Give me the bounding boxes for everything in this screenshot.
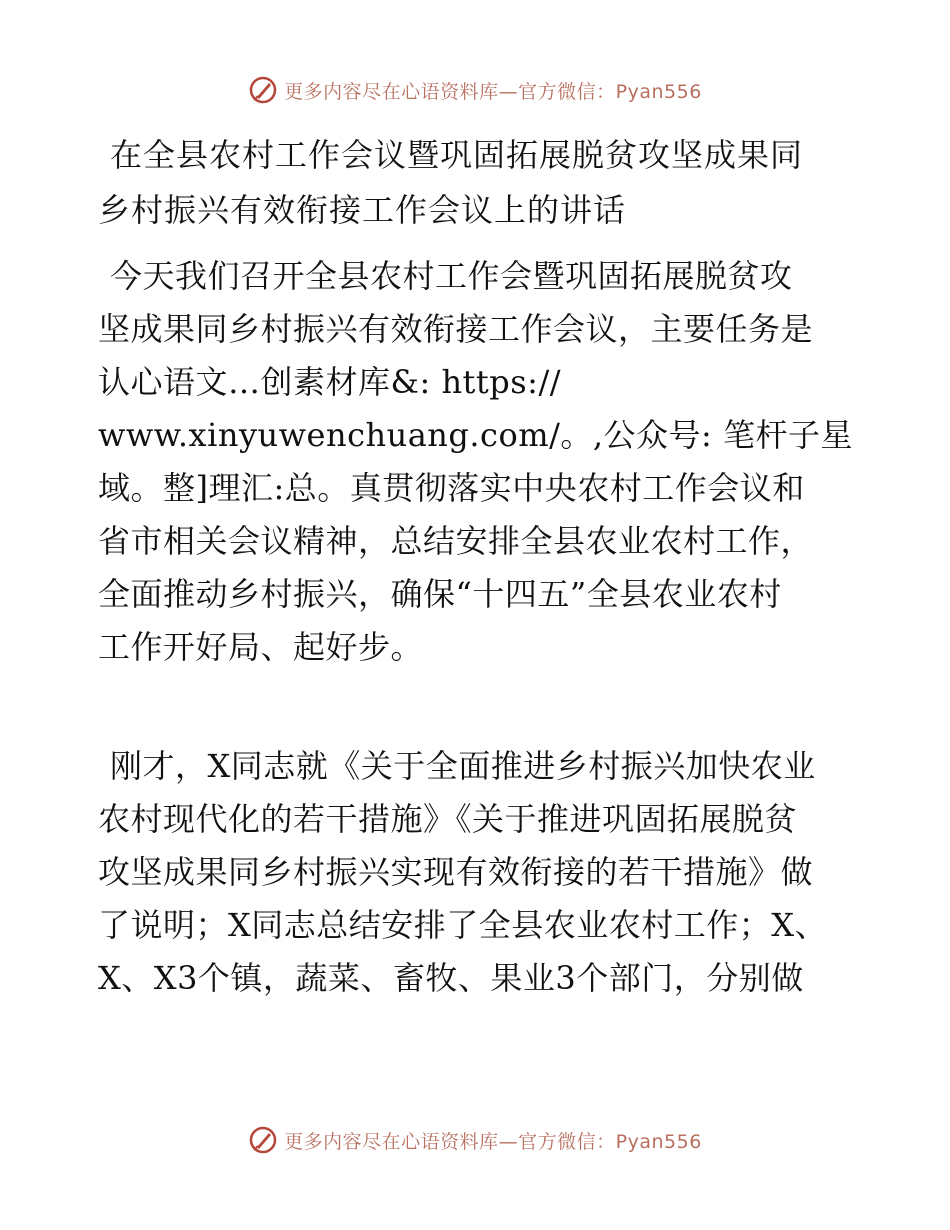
header-banner <box>0 70 950 110</box>
paragraph-line: 刚才，X同志就《关于全面推进乡村振兴加快农业 <box>110 747 816 785</box>
paragraph-line: 工作开好局、起好步。 <box>98 628 424 666</box>
paragraph-line: X、X3个镇，蔬菜、畜牧、果业3个部门，分别做 <box>98 959 804 997</box>
paragraph-line: 了说明；X同志总结安排了全县农业农村工作；X、 <box>98 906 828 944</box>
title-line: 乡村振兴有效衔接工作会议上的讲话 <box>98 191 627 229</box>
paragraph-line: 域。整]理汇:总。真贯彻落实中央农村工作会议和 <box>98 469 805 507</box>
paragraph-2 <box>98 740 858 1005</box>
paragraph-1 <box>98 250 858 674</box>
paragraph-line: 今天我们召开全县农村工作会暨巩固拓展脱贫攻 <box>110 257 793 295</box>
paragraph-line: 全面推动乡村振兴，确保“十四五”全县农业农村 <box>98 575 782 613</box>
paragraph-line: 坚成果同乡村振兴有效衔接工作会议，主要任务是 <box>98 310 814 348</box>
quill-logo-icon <box>248 1125 278 1155</box>
paragraph-line: 攻坚成果同乡村振兴实现有效衔接的若干措施》做 <box>98 853 814 891</box>
document-title <box>98 128 858 238</box>
title-line: 在全县农村工作会议暨巩固拓展脱贫攻坚成果同 <box>110 136 804 174</box>
footer-banner-text: 更多内容尽在心语资料库—官方微信：Pyan556 <box>284 1130 702 1153</box>
paragraph-line: www.xinyuwenchuang.com/。,公众号: 笔杆子星 <box>98 416 853 454</box>
paragraph-line: 农村现代化的若干措施》《关于推进巩固拓展脱贫 <box>98 800 798 838</box>
quill-logo-icon <box>248 75 278 105</box>
footer-banner <box>0 1120 950 1160</box>
header-banner-text: 更多内容尽在心语资料库—官方微信：Pyan556 <box>284 80 702 103</box>
paragraph-line: 认心语文…创素材库&: https:// <box>98 363 562 401</box>
paragraph-line: 省市相关会议精神，总结安排全县农业农村工作， <box>98 522 814 560</box>
